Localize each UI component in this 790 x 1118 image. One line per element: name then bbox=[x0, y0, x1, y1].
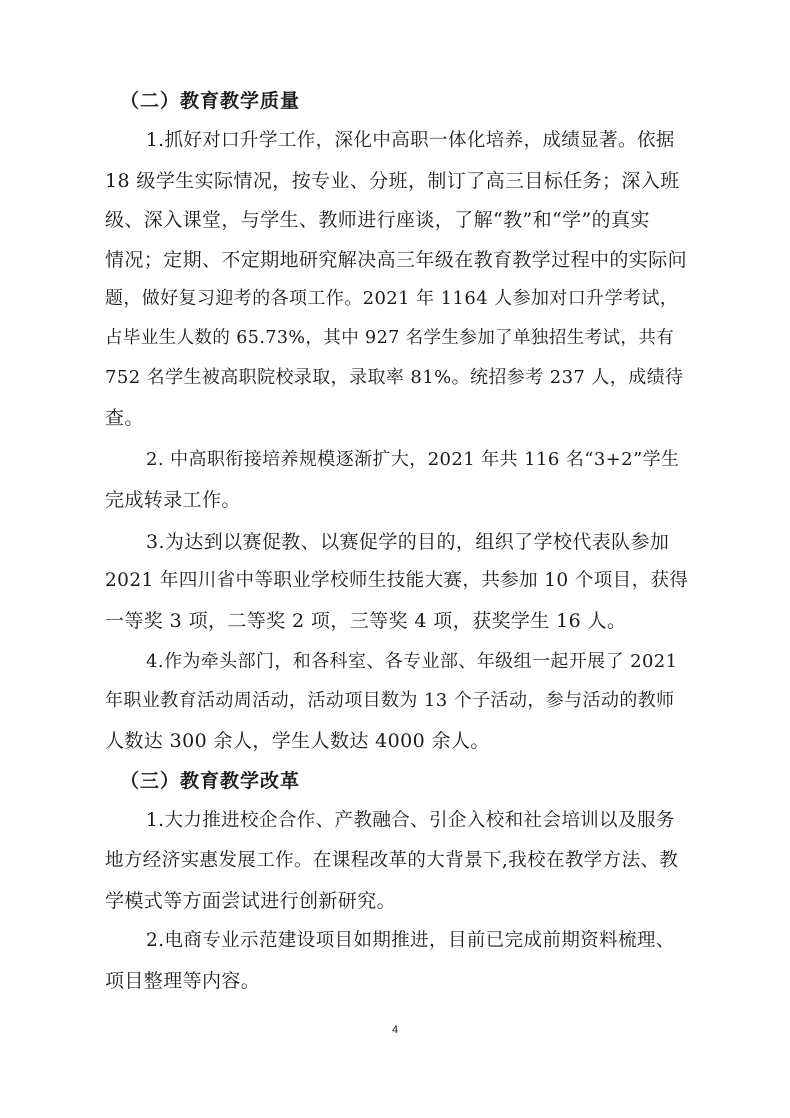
paragraph-line: 项目整理等内容。 bbox=[105, 970, 261, 992]
paragraph-line: 2021 年四川省中等职业学校师生技能大赛，共参加 10 个项目，获得 bbox=[105, 570, 689, 591]
paragraph-line: 3.为达到以赛促教、以赛促学的目的，组织了学校代表队参加 bbox=[146, 531, 670, 553]
paragraph-line: 年职业教育活动周活动，活动项目数为 13 个子活动，参与活动的教师 bbox=[105, 690, 675, 711]
paragraph-line: 752 名学生被高职院校录取，录取率 81%。统招参考 237 人，成绩待 bbox=[105, 367, 684, 388]
paragraph-line: 题，做好复习迎考的各项工作。2021 年 1164 人参加对口升学考试， bbox=[105, 288, 679, 309]
section-heading-education-reform: （三）教育教学改革 bbox=[120, 770, 301, 792]
paragraph-line: 情况；定期、不定期地研究解决高三年级在教育教学过程中的实际问 bbox=[105, 249, 688, 271]
paragraph-line: 占毕业生人数的 65.73%，其中 927 名学生参加了单独招生考试，共有 bbox=[105, 328, 675, 348]
page-number: 4 bbox=[391, 1024, 399, 1036]
paragraph-line: 人数达 300 余人，学生人数达 4000 余人。 bbox=[105, 730, 490, 752]
paragraph-line: 完成转录工作。 bbox=[105, 489, 241, 511]
paragraph-line: 级、深入课堂，与学生、教师进行座谈，了解“教”和“学”的真实 bbox=[105, 209, 650, 231]
paragraph-line: 2.电商专业示范建设项目如期推进，目前已完成前期资料梳理、 bbox=[146, 930, 675, 951]
paragraph-line: 1.抓好对口升学工作，深化中高职一体化培养，成绩显著。依据 bbox=[146, 130, 675, 151]
paragraph-line: 地方经济实惠发展工作。在课程改革的大背景下,我校在教学方法、教 bbox=[105, 850, 679, 871]
paragraph-line: 一等奖 3 项，二等奖 2 项，三等奖 4 项，获奖学生 16 人。 bbox=[105, 610, 627, 632]
section-heading-education-quality: （二）教育教学质量 bbox=[120, 90, 301, 112]
paragraph-line: 18 级学生实际情况，按专业、分班，制订了高三目标任务；深入班 bbox=[105, 170, 680, 192]
paragraph-line: 查。 bbox=[105, 407, 144, 429]
paragraph-line: 学模式等方面尝试进行创新研究。 bbox=[105, 890, 397, 912]
paragraph-line: 1.大力推进校企合作、产教融合、引企入校和社会培训以及服务 bbox=[146, 810, 675, 831]
paragraph-line: 4.作为牵头部门，和各科室、各专业部、年级组一起开展了 2021 bbox=[146, 651, 678, 672]
paragraph-line: 2. 中高职衔接培养规模逐渐扩大，2021 年共 116 名“3+2”学生 bbox=[146, 449, 680, 470]
